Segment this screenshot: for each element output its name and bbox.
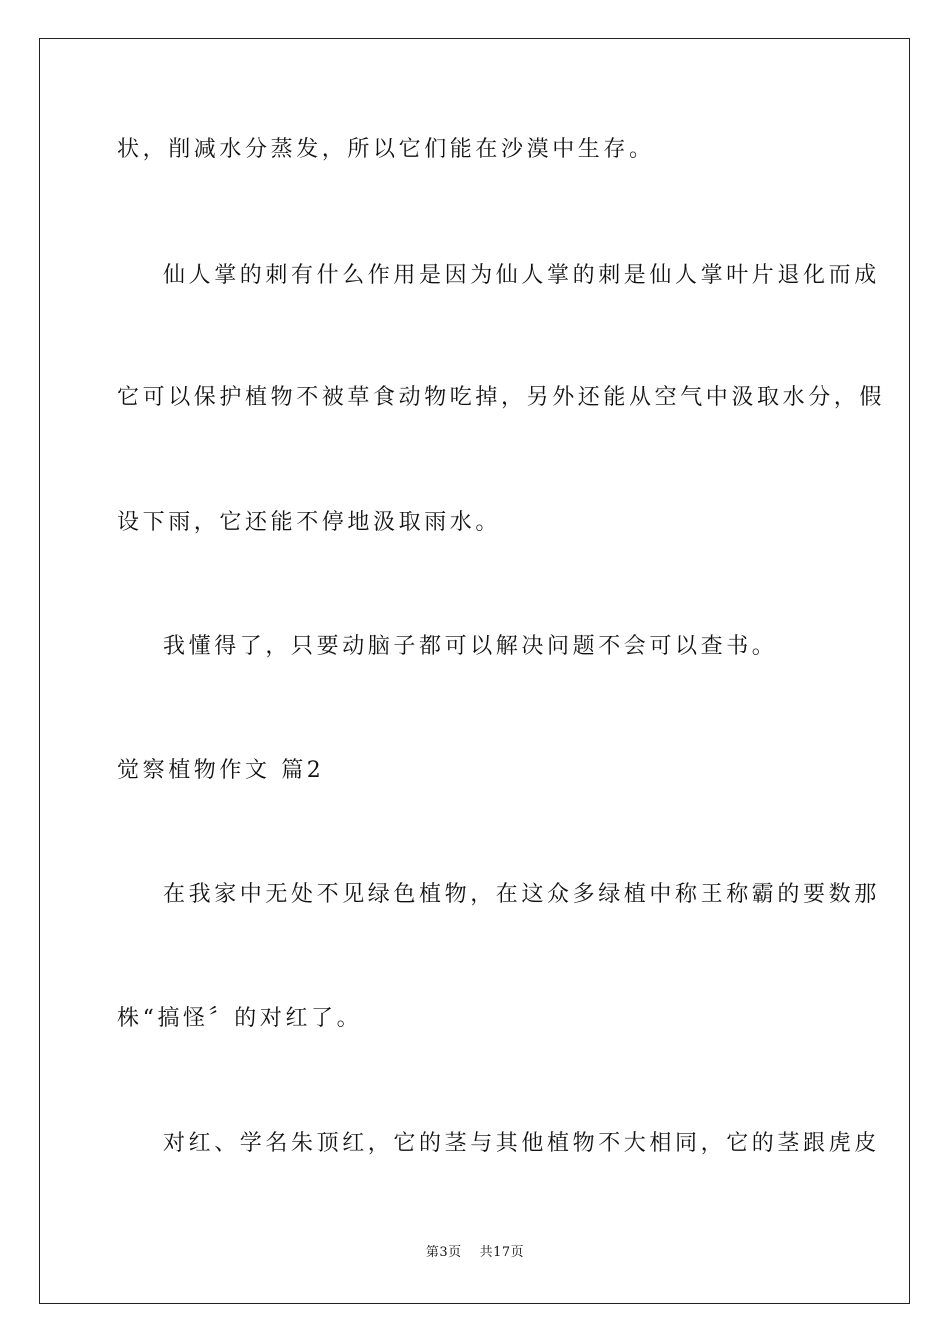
page-number: 第3页 [425, 1245, 462, 1260]
paragraph-line: 它可以保护植物不被草食动物吃掉，另外还能从空气中汲取水分，假 [117, 385, 886, 410]
paragraph-line: 我懂得了，只要动脑子都可以解决问题不会可以查书。 [163, 634, 778, 659]
page-border [39, 38, 910, 1304]
page-total: 共17页 [479, 1245, 525, 1260]
section-heading: 觉察植物作文 篇2 [117, 758, 325, 783]
paragraph-line: 状，削减水分蒸发，所以它们能在沙漠中生存。 [117, 137, 655, 162]
paragraph-line: 仙人掌的刺有什么作用是因为仙人掌的刺是仙人掌叶片退化而成 [163, 263, 880, 288]
page-footer [0, 1244, 950, 1262]
paragraph-line: 对红、学名朱顶红，它的茎与其他植物不大相同，它的茎跟虎皮 [163, 1131, 880, 1156]
paragraph-line: 设下雨，它还能不停地汲取雨水。 [117, 510, 502, 535]
paragraph-line: 在我家中无处不见绿色植物，在这众多绿植中称王称霸的要数那 [163, 882, 880, 907]
paragraph-line: 株“搞怪〞的对红了。 [117, 1006, 363, 1031]
